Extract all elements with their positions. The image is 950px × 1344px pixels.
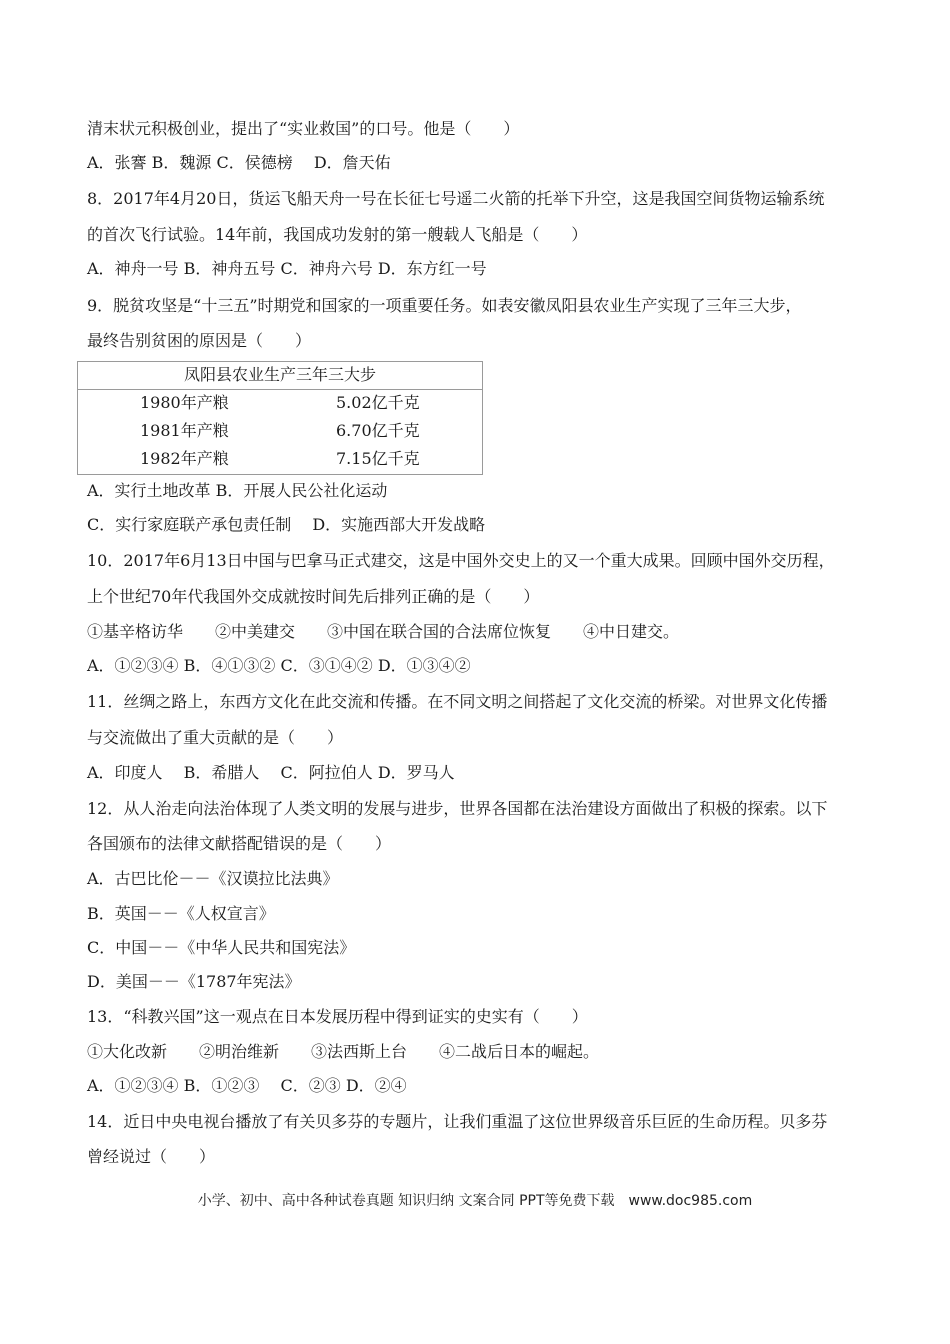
q10-stem-line-2: 上个世纪70年代我国外交成就按时间先后排列正确的是（ ）	[87, 587, 540, 606]
q10-events: ①基辛格访华 ②中美建交 ③中国在联合国的合法席位恢复 ④中日建交。	[87, 622, 680, 641]
q8-stem-line-2: 的首次飞行试验。14年前，我国成功发射的第一艘载人飞船是（ ）	[87, 225, 588, 244]
table-caption: 凤阳县农业生产三年三大步	[183, 365, 376, 384]
table-cell-year: 1980年产粮	[140, 393, 229, 412]
q9-options-line-1: A．实行土地改革 B．开展人民公社化运动	[87, 481, 388, 500]
q7-options: A．张謇 B．魏源 C．侯德榜 D．詹天佑	[87, 153, 391, 172]
table-cell-year: 1981年产粮	[140, 421, 229, 440]
q12-option-a: A．古巴比伦－－《汉谟拉比法典》	[87, 869, 339, 888]
q8-options: A．神舟一号 B．神舟五号 C．神舟六号 D．东方红一号	[87, 259, 487, 278]
q7-stem-line: 清末状元积极创业，提出了“实业救国”的口号。他是（ ）	[87, 119, 520, 138]
q14-stem-line-2: 曾经说过（ ）	[87, 1147, 216, 1166]
q12-stem-line-1: 12．从人治走向法治体现了人类文明的发展与进步，世界各国都在法治建设方面做出了积极的探索。以下	[87, 799, 828, 818]
table-cell-amount: 6.70亿千克	[336, 421, 420, 440]
grain-output-table	[77, 361, 483, 475]
q9-stem-line-2: 最终告别贫困的原因是（ ）	[87, 331, 312, 350]
q11-stem-line-1: 11．丝绸之路上，东西方文化在此交流和传播。在不同文明之间搭起了文化交流的桥梁。对世界文化传播	[87, 692, 828, 711]
q14-stem-line-1: 14．近日中央电视台播放了有关贝多芬的专题片，让我们重温了这位世界级音乐巨匠的生命历程。贝多芬	[87, 1112, 828, 1131]
table-divider	[78, 389, 482, 390]
q13-options: A．①②③④ B．①②③ C．②③ D．②④	[87, 1076, 407, 1095]
page-footer: 小学、初中、高中各种试卷真题 知识归纳 文案合同 PPT等免费下载 www.doc985.com	[197, 1193, 753, 1209]
q12-option-b: B．英国－－《人权宣言》	[87, 904, 275, 923]
q13-events: ①大化改新 ②明治维新 ③法西斯上台 ④二战后日本的崛起。	[87, 1042, 600, 1061]
table-cell-amount: 5.02亿千克	[336, 393, 420, 412]
q12-option-c: C．中国－－《中华人民共和国宪法》	[87, 938, 356, 957]
q10-stem-line-1: 10．2017年6月13日中国与巴拿马正式建交，这是中国外交史上的又一个重大成果。回顾中国外交历程，	[87, 551, 835, 570]
q11-options: A．印度人 B．希腊人 C．阿拉伯人 D．罗马人	[87, 763, 455, 782]
q12-option-d: D．美国－－《1787年宪法》	[87, 972, 301, 991]
q12-stem-line-2: 各国颁布的法律文献搭配错误的是（ ）	[87, 834, 392, 853]
q9-options-line-2: C．实行家庭联产承包责任制 D．实施西部大开发战略	[87, 515, 486, 534]
table-cell-year: 1982年产粮	[140, 449, 229, 468]
q9-stem-line-1: 9．脱贫攻坚是“十三五”时期党和国家的一项重要任务。如表安徽凤阳县农业生产实现了三年三大步，	[87, 296, 802, 315]
q8-stem-line-1: 8．2017年4月20日，货运飞船天舟一号在长征七号遥二火箭的托举下升空，这是我国空间货物运输系统	[87, 189, 825, 208]
q13-stem: 13．“科教兴国”这一观点在日本发展历程中得到证实的史实有（ ）	[87, 1007, 588, 1026]
q10-options: A．①②③④ B．④①③② C．③①④② D．①③④②	[87, 656, 471, 675]
q11-stem-line-2: 与交流做出了重大贡献的是（ ）	[87, 728, 344, 747]
table-cell-amount: 7.15亿千克	[336, 449, 420, 468]
